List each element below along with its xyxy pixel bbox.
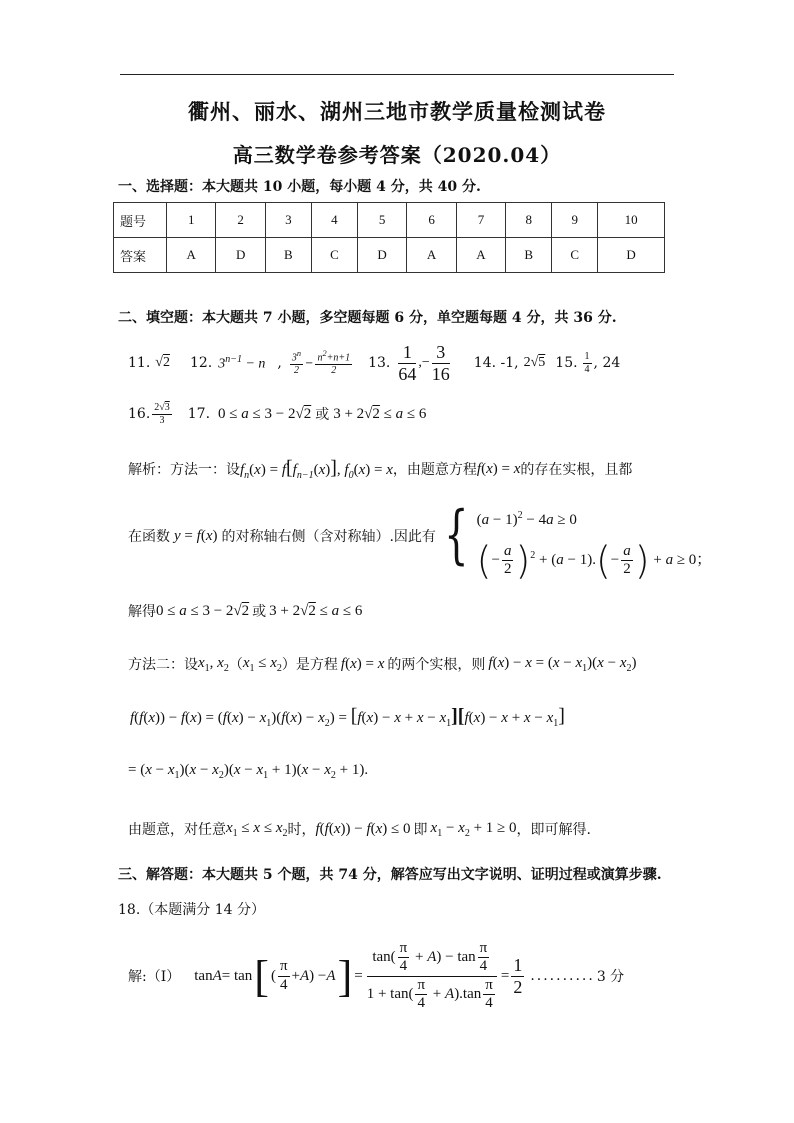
q12-answer-a: $3^{n-1} - n$ [218,353,266,372]
solve-line [128,598,362,624]
table-cell: 10 [598,203,665,238]
table-cell: D [216,238,265,273]
table-row-answers [114,238,665,273]
q17-answer-a: 0 ≤ a ≤ 3 − 2√2 [218,405,312,422]
method2-line [128,651,636,677]
conclusion-range: $x_1 \le x \le x_2$ [226,819,288,839]
method2-equation: f(x) = x [340,655,385,672]
conclusion-text-d: ，即可解得. [516,822,591,838]
score-dots: .......... [530,968,595,984]
q17-label: 17. [187,406,211,422]
conclusion-text-b: 时， [287,822,316,838]
q17-or: 或 [315,407,330,423]
table-cell: 7 [456,203,505,238]
q12-frac-a: $\frac{3^n}{2}$ [291,349,302,377]
product-line: = $(x - x_1)(x - x_2)(x - x_1 + 1)(x - x_2 + 1)$. [128,762,369,781]
table-cell: D [598,238,665,273]
q13-label: 13. [368,355,391,371]
method2-text-b: （ [228,657,243,673]
section3-heading: 三、解答题：本大题共 5 个题，共 74 分，解答应写出文字说明、证明过程或演算步骤. [118,867,662,883]
method2-text-c: ）是方程 [281,657,338,673]
table-cell: B [506,238,552,273]
inequality-system [476,496,712,583]
table-cell: 4 [311,203,357,238]
top-rule [120,74,674,75]
score-label: 3 分 [596,969,625,985]
analysis2-formula: y = f(x) [174,527,218,544]
q14-label: 14. -1, [473,355,519,371]
answer-table [113,202,665,273]
method2-text-a: 方法二：设 [128,657,198,673]
method2-order: $x_1 \le x_2$ [242,654,282,674]
frac: $\frac{\pi}{4}$ [479,940,488,975]
method2-text-d: 的两个实根，则 [387,657,486,673]
q18-solution [128,936,624,1016]
q17-answer-b: 3 + 2√2 ≤ a ≤ 6 [333,405,427,422]
q13-frac-b: $\frac{3}{16}$ [431,341,450,384]
table-cell: A [456,238,505,273]
table-cell: 2 [216,203,265,238]
section2-heading: 二、填空题：本大题共 7 小题，多空题每题 6 分，单空题每题 4 分，共 36 分. [118,310,617,326]
conclusion-text-c: 即 [413,822,428,838]
fill-answers-row1 [118,343,620,383]
conclusion-cond: $x_1 - x_2 + 1 \ge 0$ [430,819,517,839]
system-line2: (− $\frac{a}{2}$ )$^2$ + (a − 1).(− $\frac{a}{2}$ ) + a ≥ 0； [476,538,712,583]
analysis1-formula-a: $f_n(x) = f[f_{n-1}(x)]$, $f_0(x) = x$ [240,457,393,481]
q15-frac: $\frac{1}{4}$ [584,351,590,375]
frac: $\frac{\pi}{4}$ [417,976,426,1011]
conclusion-text-a: 由题意，对任意 [128,822,226,838]
frac: $\frac{a}{2}$ [503,542,512,578]
composition-line: $f(f(x)) - f(x) = (f(x) - x_1)(f(x) - x_2) = [f(x) - x + x - x_1][f(x) - x + x - x_1]$ [130,705,565,729]
frac: $\frac{\pi}{4}$ [279,958,288,993]
q12-sep: , [277,355,282,371]
q14-answer: 2√5 [523,355,546,370]
q13-sep: ,− [418,355,430,370]
solve-formula-b: 3 + 2√2 ≤ a ≤ 6 [269,602,363,619]
exam-title: 衢州、丽水、湖州三地市教学质量检测试卷 [188,99,606,124]
frac: $\frac{a}{2}$ [623,542,631,578]
fill-answers-row2 [118,396,426,432]
table-cell: 9 [552,203,598,238]
frac: $\frac{\pi}{4}$ [485,976,493,1011]
table-row-numbers [114,203,665,238]
table-cell: D [357,238,406,273]
table-cell: 1 [167,203,216,238]
q18-formula: tan A = tan [ ( $\frac{\pi}{4}$ + A ) − A ] = tan( $\frac{\pi}{4}$ + A) − tan $\frac{\pi}{4}$ 1 + tan( $\frac{\pi}{4}$ + A).tan $\frac{\pi}{4}$ = $\frac{1}{2}$ [194,940,523,1011]
analysis1-text-c: 的存在实根，且都 [520,462,633,478]
method2-factor: $f(x) - x = (x - x_1)(x - x_2)$ [488,654,637,674]
analysis1-text-b: ，由题意方程 [392,462,477,478]
frac: $\frac{\pi}{4}$ [399,940,408,975]
q12-minus: − [305,357,314,369]
table-cell: A [407,238,456,273]
q16-frac: $\frac{2√3}{3}$ [154,402,170,426]
table-cell: 5 [357,203,406,238]
table-cell: B [265,238,311,273]
table-cell: 3 [265,203,311,238]
analysis1-formula-b: f(x) = x [476,460,521,477]
conclusion-ineq: f(f(x)) − f(x) ≤ 0 [315,820,411,837]
analysis2-text-b: 的对称轴右侧（含对称轴）.因此有 [221,529,436,545]
method2-roots: $x_1$, $x_2$ [198,654,229,674]
q12-label: 12. [189,355,213,371]
q18-heading: 18.（本题满分 14 分） [118,902,265,918]
q11-label: 11. [128,355,151,371]
table-cell: 6 [407,203,456,238]
system-line1: $(a - 1)^2 - 4a \ge 0$ [476,510,577,528]
solve-formula-a: 0 ≤ a ≤ 3 − 2√2 [156,602,250,619]
conclusion-line [128,816,591,842]
table-cell: C [311,238,357,273]
answer-key-subtitle: 高三数学卷参考答案（2020.04） [232,143,562,167]
q11-answer: √2 [155,355,170,370]
solve-text: 解得 [128,604,156,620]
q15-answer-b: , 24 [593,355,621,371]
solution-label: 解:（I） [128,969,181,985]
section1-heading: 一、选择题：本大题共 10 小题，每小题 4 分，共 40 分. [118,179,481,195]
analysis1-text-a: 解析：方法一：设 [128,462,240,478]
table-cell: A [167,238,216,273]
frac: $\frac{1}{2}$ [513,954,523,997]
table-row-label: 答案 [114,238,167,273]
q15-label: 15. [555,355,578,371]
analysis-line2 [128,493,712,583]
analysis-line1 [128,456,632,482]
q12-frac-b: $\frac{n^2+n+1}{2}$ [317,349,351,377]
table-row-label: 题号 [114,203,167,238]
frac: tan( $\frac{\pi}{4}$ + A) − tan $\frac{\pi}{4}$ 1 + tan( $\frac{\pi}{4}$ + A).tan $\frac{\pi}{4}$ [367,940,497,1012]
system-brace: { [444,498,469,573]
solve-or: 或 [252,604,267,620]
table-cell: C [552,238,598,273]
analysis2-text-a: 在函数 [128,529,170,545]
table-cell: 8 [506,203,552,238]
q13-frac-a: $\frac{1}{64}$ [398,341,417,384]
q16-label: 16. [128,406,151,422]
